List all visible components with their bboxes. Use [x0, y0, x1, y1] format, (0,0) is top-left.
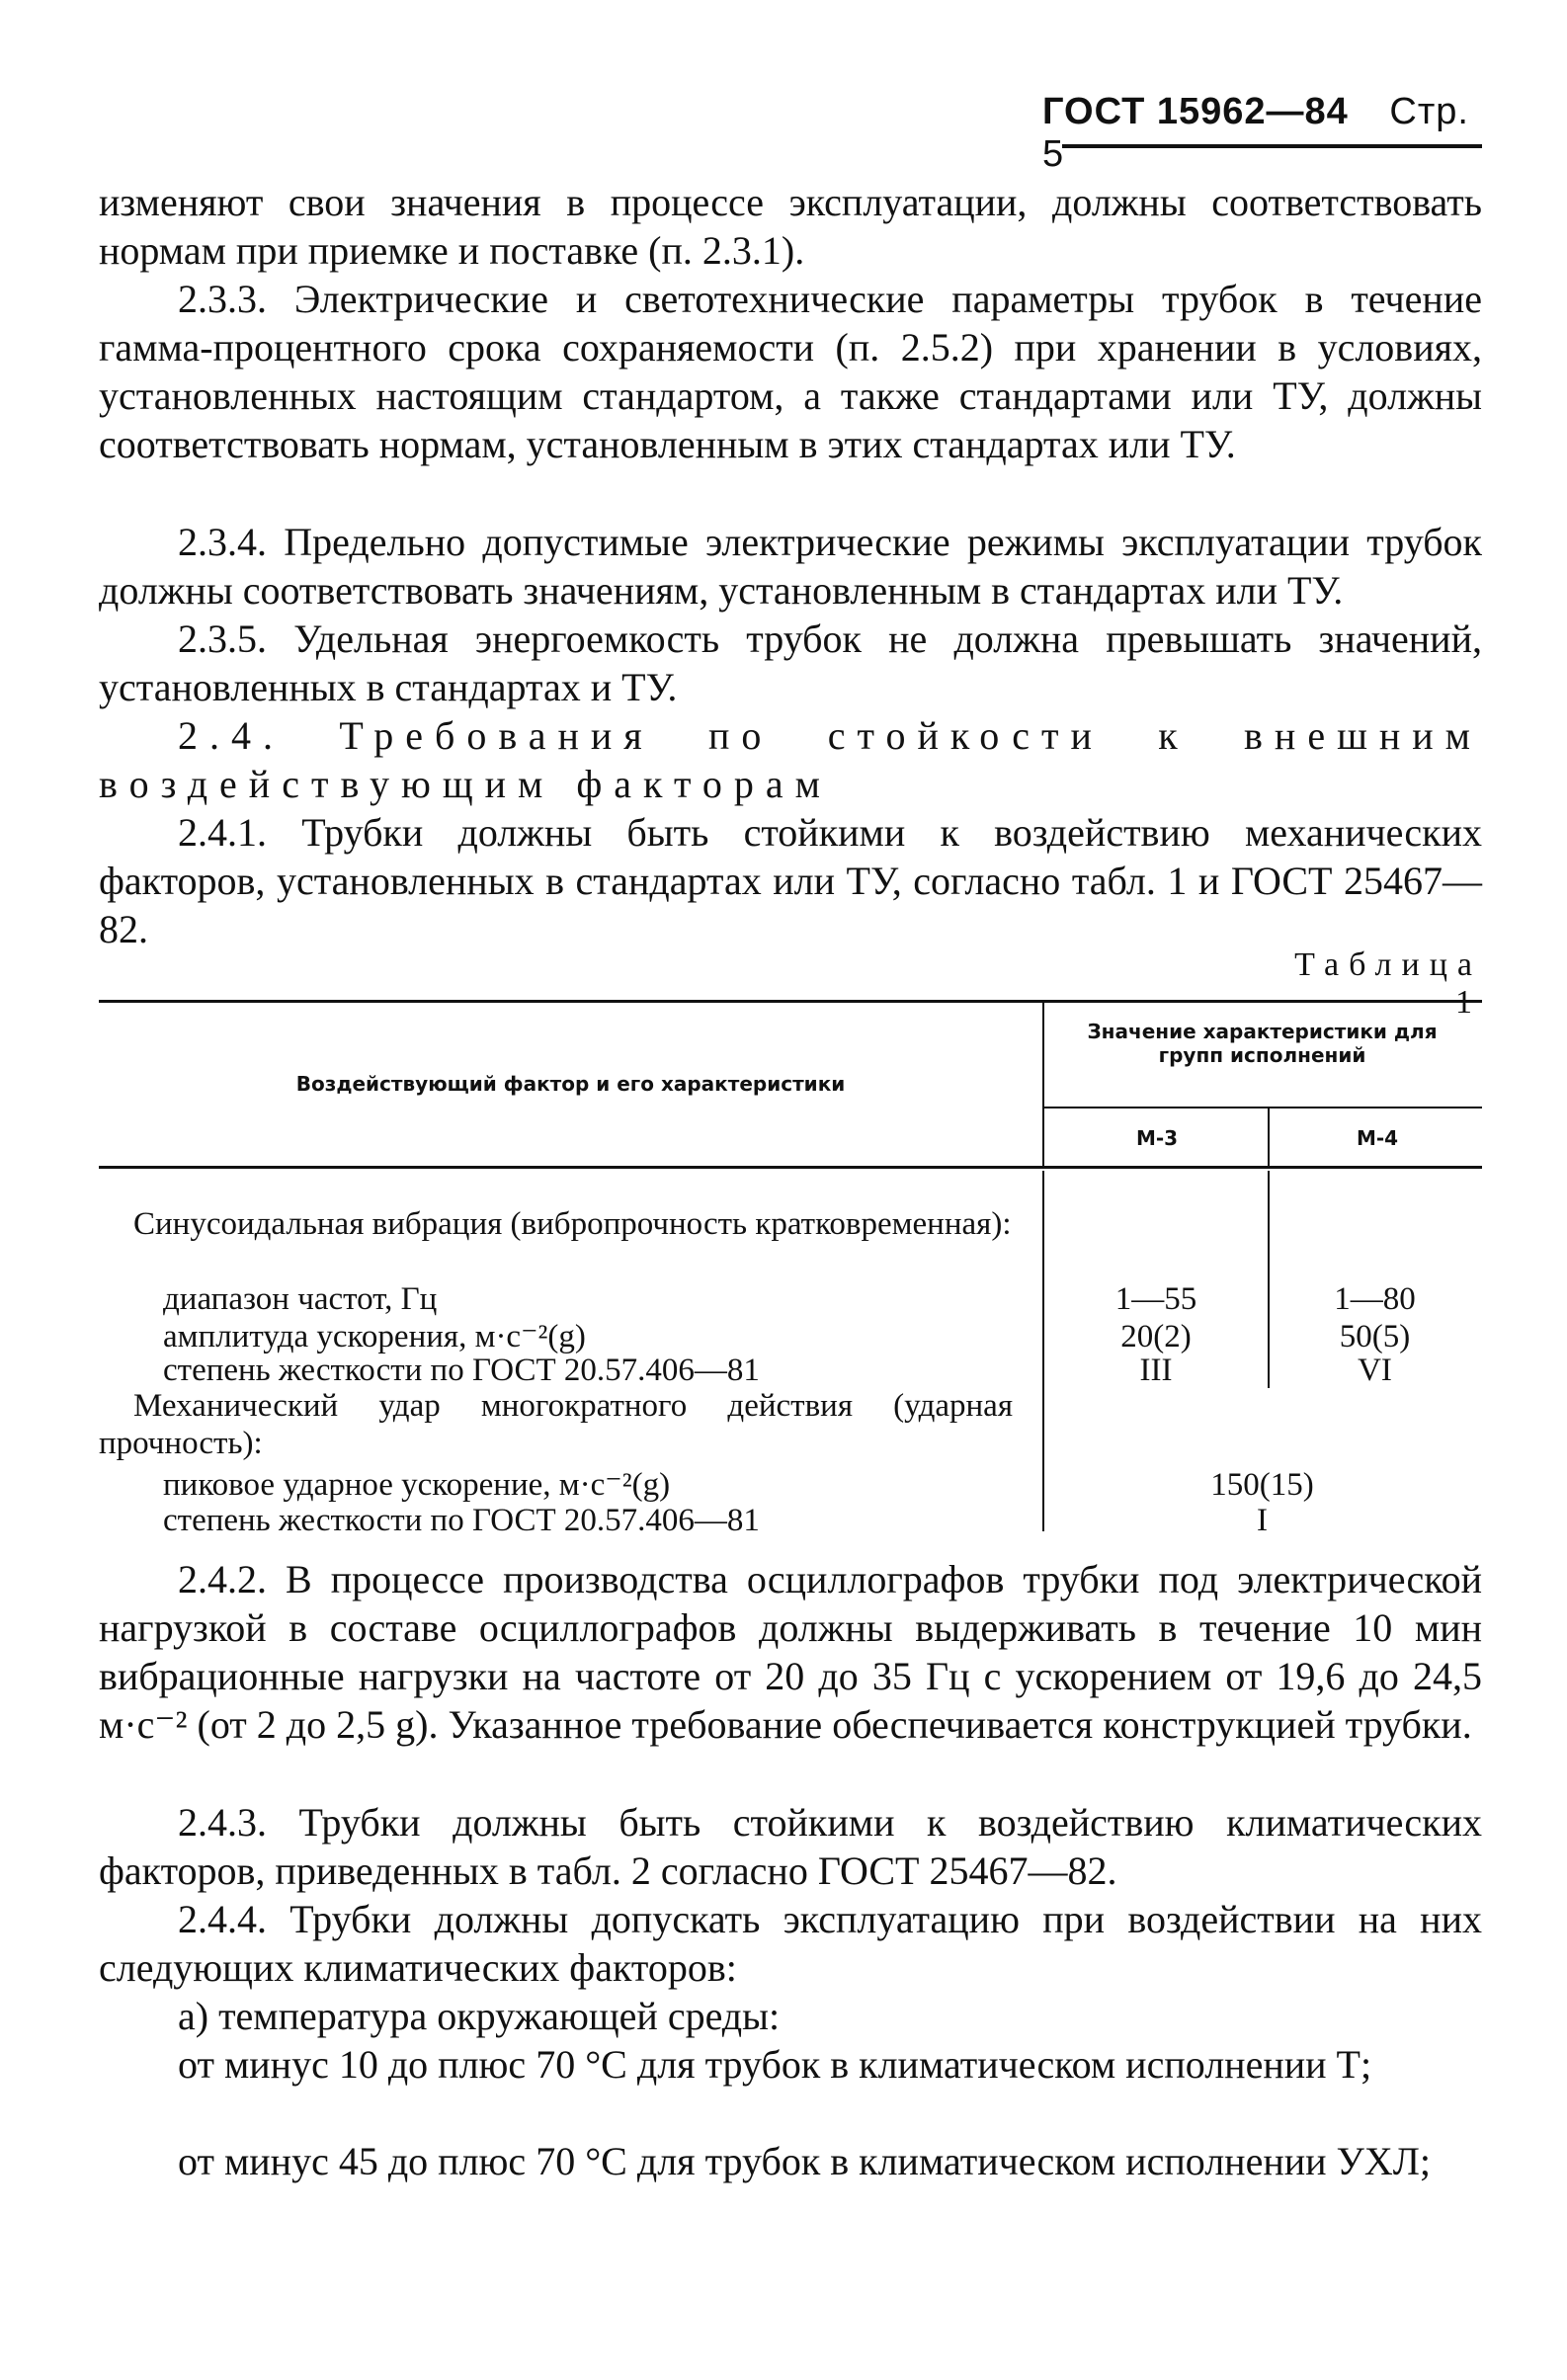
table-header-value: Значение характеристики для групп исполнений [1087, 1020, 1438, 1067]
table-header-bottom-rule [99, 1166, 1482, 1169]
paragraph-2-4-4: 2.4.4. Трубки должны допускать эксплуатацию при воздействии на них следующих климатических факторов: [99, 1897, 1482, 1990]
table-header-m3: М-3 [1135, 1126, 1179, 1150]
table-header-m4: М-4 [1356, 1126, 1399, 1150]
table-row-vibration-title: Синусоидальная вибрация (вибропрочность кратковременная): [133, 1206, 1012, 1242]
paragraph-2-4-1: 2.4.1. Трубки должны быть стойкими к воздействию механических факторов, установленных в стандартах или ТУ, согласно табл. 1 и ГОСТ 25467—82. [99, 810, 1482, 951]
paragraph-temp-T: от минус 10 до плюс 70 °С для трубок в климатическом исполнении Т; [178, 2042, 1372, 2087]
table-row-shock-title: Механический удар многократного действия (ударная прочность): [99, 1388, 1013, 1461]
table-top-rule [99, 1000, 1482, 1003]
table-vertical-rule-1 [1042, 1003, 1044, 1166]
document-number: ГОСТ 15962—84 [1042, 91, 1349, 132]
paragraph-2-4-3: 2.4.3. Трубки должны быть стойкими к воздействию климатических факторов, приведенных в табл. 2 согласно ГОСТ 25467—82. [99, 1800, 1482, 1893]
paragraph-temp-UHL: от минус 45 до плюс 70 °С для трубок в климатическом исполнении УХЛ; [178, 2139, 1432, 2183]
table-cell-freq-m3: 1—55 [1114, 1281, 1197, 1317]
table-cell-peak-value: 150(15) [1210, 1467, 1314, 1503]
table-cell-accel-m3: 20(2) [1120, 1319, 1192, 1354]
page-header [1042, 91, 1482, 176]
paragraph-2-3-3: 2.3.3. Электрические и светотехнические параметры трубок в течение гамма-процентного срока сохраняемости (п. 2.5.2) при хранении в условиях, установленных настоящим стандартом, а также стандартами или ТУ, должны соответствовать нормам, установленным в этих стандартах или ТУ. [99, 277, 1482, 466]
page-number: Стр. 5 [1042, 91, 1469, 175]
paragraph-2-4-2: 2.4.2. В процессе производства осциллографов трубки под электрической нагрузкой в составе осциллографов должны выдерживать в течение 10 мин вибрационные нагрузки на частоте от 20 до 35 Гц с ускорением от 19,6 до 24,5 м·с⁻² (от 2 до 2,5 g). Указанное требование обеспечивается конструкцией трубки. [99, 1557, 1482, 1747]
table-header-factor: Воздействующий фактор и его характеристики [295, 1072, 846, 1096]
paragraph-2-3-5: 2.3.5. Удельная энергоемкость трубок не должна превышать значений, установленных в стандартах и ТУ. [99, 616, 1482, 709]
table-subheader-rule [1042, 1107, 1482, 1108]
paragraph-2-3-4: 2.3.4. Предельно допустимые электрические режимы эксплуатации трубок должны соответствовать значениям, установленным в стандартах или ТУ. [99, 520, 1482, 613]
section-heading-2-4: 2.4. Требования по стойкости к внешним воздействующим факторам [99, 713, 1482, 806]
table-vertical-rule-2 [1268, 1108, 1270, 1166]
table-row-severity-label: степень жесткости по ГОСТ 20.57.406—81 [163, 1353, 760, 1388]
table-caption: Таблица 1 [1294, 946, 1482, 1021]
table-cell-accel-m4: 50(5) [1339, 1319, 1411, 1354]
header-divider [1062, 144, 1482, 148]
table-row-shock-severity-label: степень жесткости по ГОСТ 20.57.406—81 [163, 1503, 760, 1538]
table-row-accel-label: амплитуда ускорения, м·с⁻²(g) [163, 1319, 586, 1354]
table-row-peak-label: пиковое ударное ускорение, м·с⁻²(g) [163, 1467, 671, 1503]
table-cell-severity-m4: VI [1358, 1353, 1392, 1388]
table-row-freq-label: диапазон частот, Гц [163, 1281, 438, 1317]
paragraph-continuation: изменяют свои значения в процессе эксплуатации, должны соответствовать нормам при приемке и поставке (п. 2.3.1). [99, 180, 1482, 273]
paragraph-item-a: а) температура окружающей среды: [178, 1994, 781, 2038]
table-cell-shock-severity-value: I [1257, 1503, 1268, 1538]
table-cell-freq-m4: 1—80 [1334, 1281, 1416, 1317]
table-cell-severity-m3: III [1139, 1353, 1173, 1388]
